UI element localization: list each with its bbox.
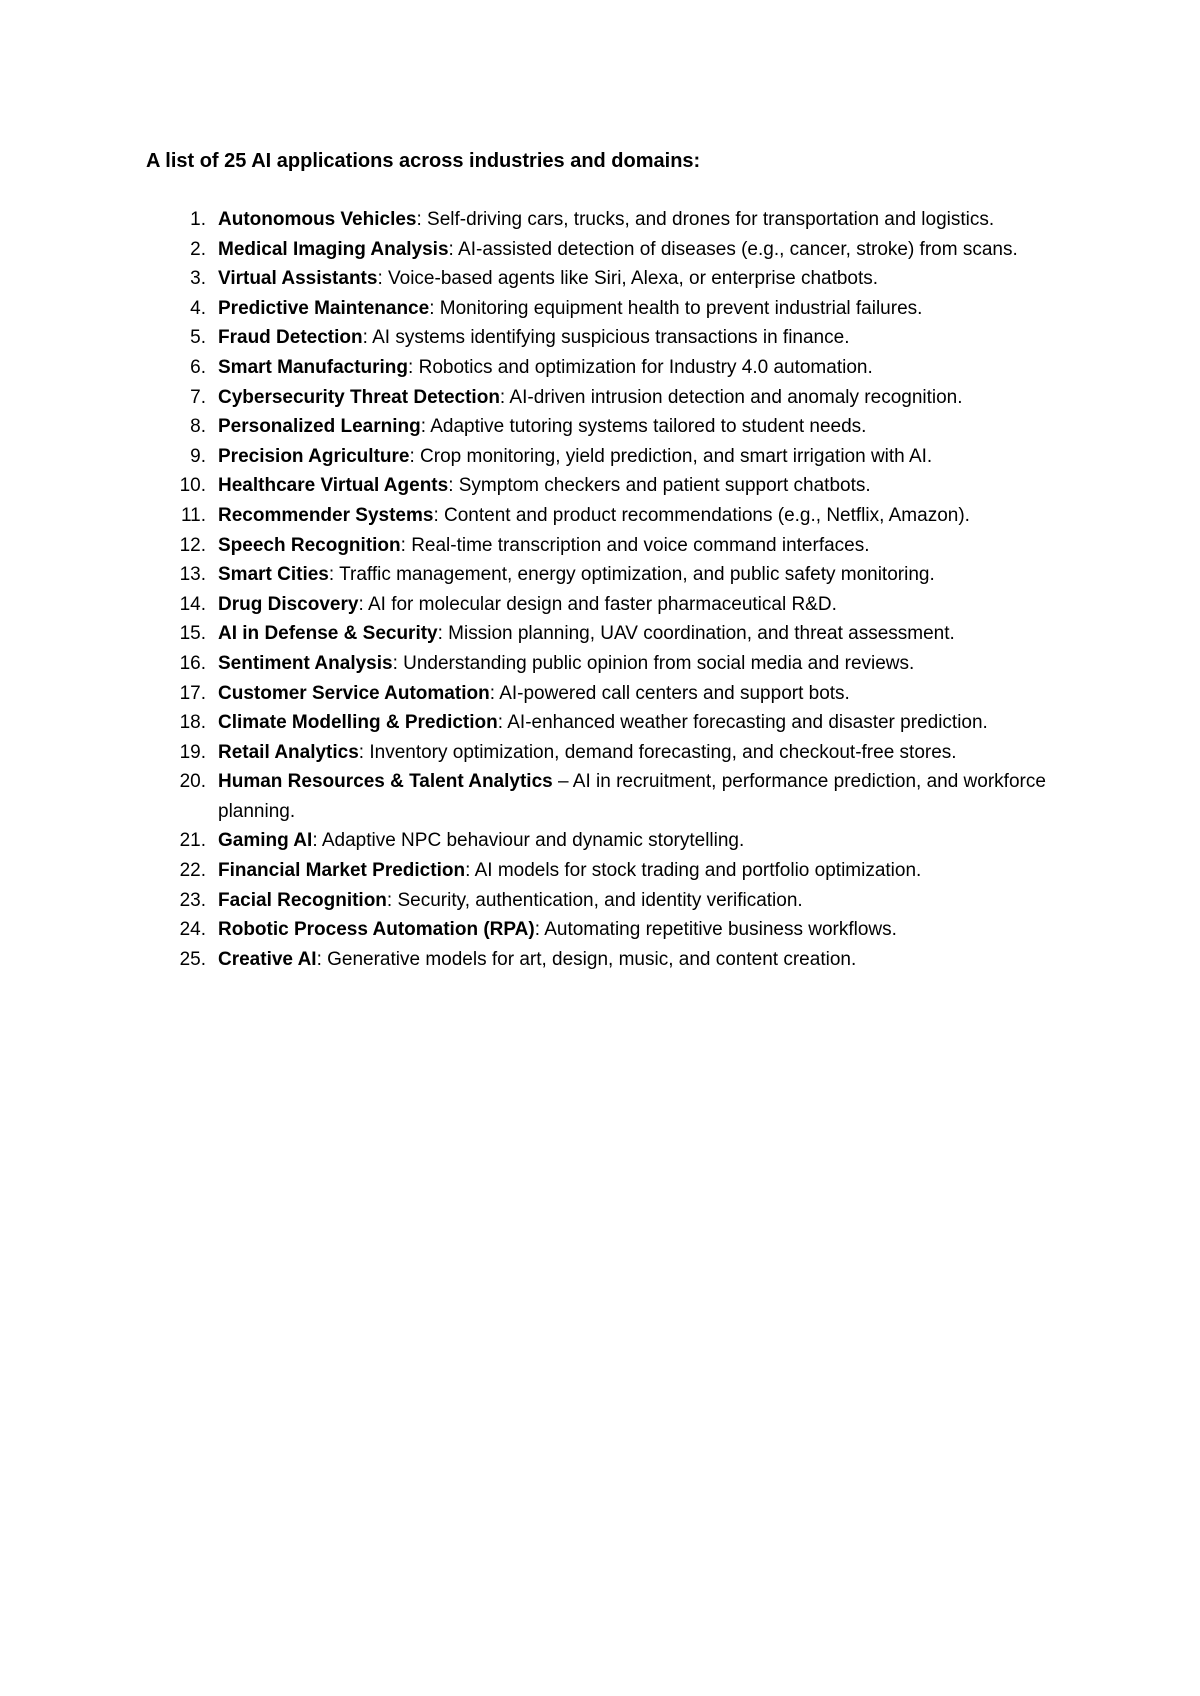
list-item-separator: : <box>358 741 365 763</box>
list-item-separator: : <box>312 830 318 852</box>
list-item-number: 15. <box>179 623 206 645</box>
list-item-number: 2. <box>190 238 206 260</box>
list-item-description: Adaptive tutoring systems tailored to student needs. <box>426 416 867 438</box>
list-item-number: 16. <box>179 652 206 674</box>
list-item-description: Monitoring equipment health to prevent industrial failures. <box>434 297 923 319</box>
list-item-number: 8. <box>190 416 206 438</box>
list-item <box>146 826 1076 856</box>
list-item <box>146 412 1076 442</box>
list-item-number: 13. <box>179 564 206 586</box>
list-item-separator: : <box>433 504 439 526</box>
list-item <box>146 767 1076 826</box>
list-item-separator: : <box>437 623 443 645</box>
list-item-number: 7. <box>190 386 206 408</box>
document-title: A list of 25 AI applications across industries and domains: <box>146 150 701 172</box>
list-item-description: Traffic management, energy optimization, and public safety monitoring. <box>334 564 935 586</box>
list-item-name: Smart Cities <box>218 564 329 586</box>
list-item-description: Content and product recommendations (e.g., Netflix, Amazon). <box>438 504 970 526</box>
list-item-description: Real-time transcription and voice command interfaces. <box>405 534 870 556</box>
list-item-separator: : <box>448 238 454 260</box>
list-item-name: Financial Market Prediction <box>218 860 466 882</box>
list-item-description: Adaptive NPC behaviour and dynamic storytelling. <box>317 830 745 852</box>
list-item-name: Climate Modelling & Prediction <box>218 712 498 734</box>
list-item-number: 21. <box>179 830 206 852</box>
list-item-separator: : <box>420 416 427 438</box>
list-item-number: 14. <box>179 593 206 615</box>
list-item-name: Gaming AI <box>218 830 313 852</box>
list-item-description: Automating repetitive business workflows. <box>539 919 897 941</box>
list-item-separator: : <box>386 889 393 911</box>
list-item <box>146 323 1076 353</box>
list-item-number: 3. <box>190 268 206 290</box>
list-item <box>146 590 1076 620</box>
list-item-description: Self-driving cars, trucks, and drones for transportation and logistics. <box>421 209 995 230</box>
list-item <box>146 649 1076 679</box>
list-item-description: AI systems identifying suspicious transactions in finance. <box>367 327 850 349</box>
list-item-number: 17. <box>179 682 206 704</box>
list-item <box>146 264 1076 294</box>
list-item-number: 24. <box>179 919 206 941</box>
list-item-description: AI for molecular design and faster pharmaceutical R&D. <box>363 593 837 615</box>
list-item-name: Cybersecurity Threat Detection <box>218 386 500 408</box>
list-item-name: Drug Discovery <box>218 593 359 615</box>
list-item-name: Smart Manufacturing <box>218 356 409 378</box>
list-item-name: Recommender Systems <box>218 504 434 526</box>
list-item-name: Precision Agriculture <box>218 445 410 467</box>
list-item-description: AI-enhanced weather forecasting and disaster prediction. <box>503 712 988 734</box>
list-item <box>146 560 1076 590</box>
list-item-separator: : <box>362 327 368 349</box>
list-item <box>146 619 1076 649</box>
list-item-separator: : <box>489 682 495 704</box>
list-item-separator: : <box>416 209 422 230</box>
list-item-number: 10. <box>179 475 206 497</box>
list-item-number: 12. <box>179 534 206 556</box>
list-item-description: AI models for stock trading and portfolio optimization. <box>470 860 922 882</box>
list-item-number: 18. <box>179 712 206 734</box>
list-item-name: Facial Recognition <box>218 889 387 911</box>
list-item <box>146 738 1076 768</box>
list-item-separator: : <box>429 297 435 319</box>
list-item-number: 1. <box>190 209 206 230</box>
list-item-name: Predictive Maintenance <box>218 297 430 319</box>
list-item-name: Autonomous Vehicles <box>218 209 417 230</box>
list-item <box>146 886 1076 916</box>
list-item <box>146 945 1076 975</box>
list-item-number: 6. <box>190 356 206 378</box>
ai-applications-list <box>146 205 1076 974</box>
list-item-number: 20. <box>179 771 206 793</box>
list-item-separator: : <box>392 652 398 674</box>
list-item-description: Crop monitoring, yield prediction, and smart irrigation with AI. <box>414 445 933 467</box>
list-item <box>146 471 1076 501</box>
list-item-description: Inventory optimization, demand forecasting, and checkout-free stores. <box>364 741 957 763</box>
list-item-name: Fraud Detection <box>218 327 363 349</box>
list-item <box>146 383 1076 413</box>
list-item-description: Security, authentication, and identity verification. <box>392 889 803 911</box>
list-item-name: Robotic Process Automation (RPA) <box>218 919 535 941</box>
list-item-name: Creative AI <box>218 948 317 970</box>
list-item-separator: : <box>448 475 454 497</box>
list-item-number: 5. <box>190 327 206 349</box>
list-item-number: 4. <box>190 297 206 319</box>
list-item-description: AI in recruitment, performance prediction, and workforce planning. <box>218 771 1046 822</box>
list-item-description: Symptom checkers and patient support chatbots. <box>453 475 871 497</box>
list-item-number: 19. <box>179 741 206 763</box>
list-item-separator: : <box>400 534 406 556</box>
list-item-separator: : <box>499 386 506 408</box>
list-item-separator: – <box>552 771 569 793</box>
list-item-description: AI-assisted detection of diseases (e.g., cancer, stroke) from scans. <box>453 238 1018 260</box>
list-item-description: Understanding public opinion from social media and reviews. <box>397 652 915 674</box>
list-item-description: AI-powered call centers and support bots. <box>494 682 850 704</box>
list-item <box>146 679 1076 709</box>
list-item-number: 9. <box>190 445 206 467</box>
list-item-name: Retail Analytics <box>218 741 359 763</box>
list-item-separator: : <box>408 356 414 378</box>
list-item-name: Human Resources & Talent Analytics <box>218 771 553 793</box>
list-item-number: 25. <box>179 948 206 970</box>
list-item-description: Mission planning, UAV coordination, and threat assessment. <box>442 623 955 645</box>
list-item <box>146 915 1076 945</box>
list-item-name: Customer Service Automation <box>218 682 490 704</box>
list-item-name: Healthcare Virtual Agents <box>218 475 449 497</box>
list-item-separator: : <box>377 268 383 290</box>
list-item-separator: : <box>497 712 504 734</box>
list-item-description: Voice-based agents like Siri, Alexa, or enterprise chatbots. <box>382 268 879 290</box>
list-item <box>146 294 1076 324</box>
list-item-name: Personalized Learning <box>218 416 421 438</box>
list-item-number: 23. <box>179 889 206 911</box>
list-item-name: Speech Recognition <box>218 534 401 556</box>
list-item-name: Virtual Assistants <box>218 268 378 290</box>
list-item-separator: : <box>358 593 364 615</box>
list-item <box>146 235 1076 265</box>
list-item <box>146 205 1076 235</box>
list-item <box>146 353 1076 383</box>
list-item-separator: : <box>316 948 322 970</box>
list-item-separator: : <box>328 564 335 586</box>
list-item-name: Sentiment Analysis <box>218 652 393 674</box>
list-item-description: Robotics and optimization for Industry 4.0 automation. <box>413 356 873 378</box>
list-item-name: Medical Imaging Analysis <box>218 238 449 260</box>
list-item <box>146 708 1076 738</box>
list-item-number: 11. <box>180 504 206 526</box>
list-item <box>146 501 1076 531</box>
list-item-separator: : <box>534 919 540 941</box>
list-item-description: Generative models for art, design, music, and content creation. <box>321 948 857 970</box>
list-item-separator: : <box>409 445 415 467</box>
list-item-name: AI in Defense & Security <box>218 623 438 645</box>
list-item <box>146 531 1076 561</box>
list-item <box>146 856 1076 886</box>
list-item-number: 22. <box>179 860 206 882</box>
list-item <box>146 442 1076 472</box>
list-item-description: AI-driven intrusion detection and anomaly recognition. <box>505 386 963 408</box>
list-item-separator: : <box>465 860 471 882</box>
